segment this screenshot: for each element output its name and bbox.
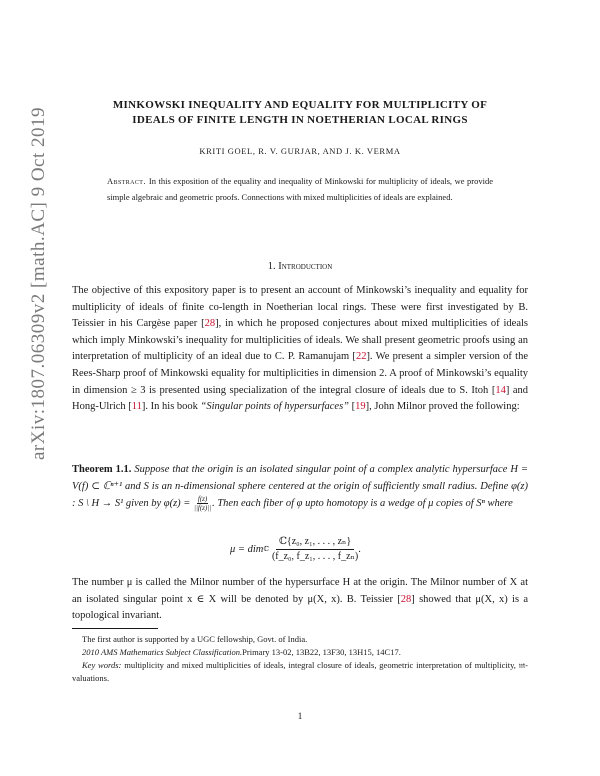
citation-link[interactable]: 28 [400, 593, 412, 605]
keywords-text: multiplicity and mixed multiplicities of ideals, integral closure of ideals, geometric interpretation of multiplicity, 𝔪-valuations. [72, 660, 528, 683]
milnor-number-paragraph [72, 575, 528, 625]
keywords-label: Key words: [82, 660, 122, 670]
formula-subscript: ℂ [263, 545, 269, 553]
title-line-1: MINKOWSKI INEQUALITY AND EQUALITY FOR MULTIPLICITY OF [112, 99, 488, 111]
citation-link[interactable]: 28 [204, 318, 216, 330]
msc-label: 2010 AMS Mathematics Subject Classification. [82, 647, 243, 657]
para2-text-1: The number μ is called the Milnor number of the hypersurface H at the origin. The Milnor number of X at an isolated singular point x ∈ X will be denoted by μ(X, x). B. Teissier [ [72, 577, 528, 605]
footnote-rule [72, 628, 158, 629]
phi-fraction [194, 495, 211, 512]
footnotes [72, 633, 528, 685]
section-title: Introduction [278, 261, 333, 272]
theorem-label: Theorem 1.1. [72, 464, 132, 475]
footnote-msc [72, 646, 528, 659]
section-heading [70, 261, 530, 272]
citation-link[interactable]: 22 [355, 351, 367, 363]
footnote-support: The first author is supported by a UGC fellowship, Govt. of India. [82, 634, 308, 644]
formula-fraction [272, 535, 358, 564]
intro-text-6: [ [349, 401, 356, 413]
phi-fraction-numerator: f(z) [197, 495, 208, 504]
footnote-keywords [72, 659, 528, 685]
intro-text-7: ], John Milnor proved the following: [365, 401, 520, 413]
intro-text-5: ]. In his book [141, 401, 201, 413]
theorem-1-1 [72, 462, 528, 513]
milnor-number-formula [230, 532, 430, 566]
formula-lhs: μ = dim [230, 543, 264, 555]
intro-text-4: ] and Hong-Ulrich [ [72, 384, 528, 413]
citation-link[interactable]: 14 [495, 384, 506, 396]
theorem-text-2: . Then each fiber of φ upto homotopy is a wedge of μ copies of Sⁿ where [212, 498, 513, 510]
para2-text-2: ] showed that μ(X, x) is a topological invariant. [72, 593, 528, 622]
title-line-2: IDEALS OF FINITE LENGTH IN NOETHERIAN LOCAL RINGS [132, 114, 468, 126]
citation-link[interactable]: 11 [131, 401, 142, 413]
paper-title [70, 98, 530, 128]
section-number: 1. [267, 261, 276, 272]
book-title: “Singular points of hypersurfaces” [200, 401, 349, 413]
intro-paragraph [72, 283, 528, 416]
msc-codes: Primary 13-02, 13B22, 13F30, 13H15, 14C17. [242, 647, 401, 657]
abstract [107, 173, 493, 205]
formula-period: . [358, 543, 361, 555]
formula-numerator: ℂ{z₀, z₁, . . . , zₙ} [276, 535, 354, 550]
authors-line: KRITI GOEL, R. V. GURJAR, AND J. K. VERMA [199, 146, 401, 156]
page-number: 1 [297, 712, 303, 722]
citation-link[interactable]: 19 [355, 401, 366, 413]
intro-text-3: ]. We present a simpler version of the Rees-Sharp proof of Minkowski equality for multiplicities in dimension 2. A proof of Minkowski’s equality in dimension ≥ 3 is presented using specialization of the integral closure of ideals due to S. Itoh [ [72, 351, 529, 396]
formula-denominator: (f_z₀, f_z₁, . . . , f_zₙ) [271, 550, 359, 562]
theorem-text-1: Suppose that the origin is an isolated singular point of a complex analytic hypersurface H = V(f) ⊂ ℂⁿ⁺¹ and S is an n-dimensional sphere centered at the origin of sufficiently small radius. Define φ(z) : S \ H → S¹ given by φ(z) = [72, 464, 528, 510]
intro-text-2: ], in which he proposed conjectures about mixed multiplicities of ideals which imply Minkowski’s inequality for multiplicities of ideals. We shall present geometric proofs using an interpretation of multiplicity of an ideal due to C. P. Ramanujam [ [72, 318, 528, 363]
phi-fraction-denominator: ||f(z)|| [194, 504, 212, 513]
intro-text-1: The objective of this expository paper is to present an account of Minkowski’s inequality and equality for multiplicity of ideals of finite co-length in Noetherian local rings. These were first investigated by B. Teissier in his Cargèse paper [ [72, 285, 528, 330]
abstract-text: In this exposition of the equality and inequality of Minkowski for multiplicity of ideals, we provide simple algebraic and geometric proofs. Connections with mixed multiplicities of ideals are explained. [107, 176, 493, 202]
abstract-label: Abstract. [107, 176, 146, 186]
arxiv-identifier-stamp: arXiv:1807.06309v2 [math.AC] 9 Oct 2019 [28, 106, 49, 460]
